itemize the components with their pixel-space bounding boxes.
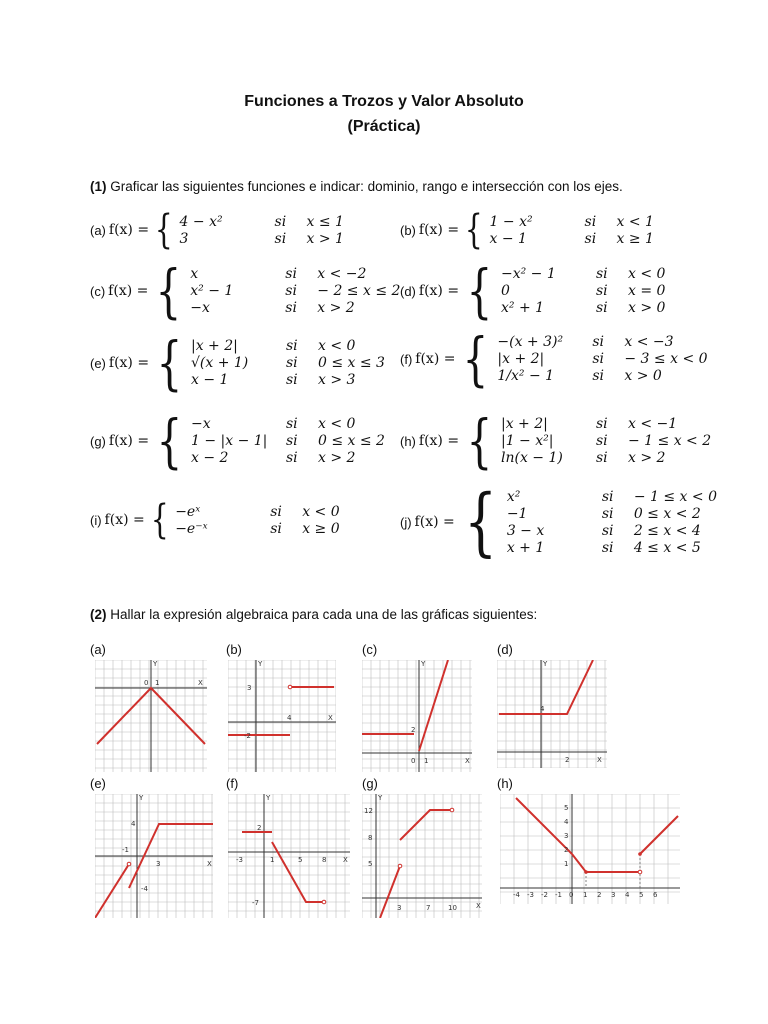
graph-c-label: (c) [362, 642, 378, 657]
problem-a [90, 207, 417, 253]
question-1-text: Graficar las siguientes funciones e indicar: dominio, rango e intersección con los ejes. [110, 179, 623, 194]
case-row [191, 433, 428, 449]
axis-y-label: Y [258, 660, 263, 668]
tick-label: -4 [141, 885, 148, 893]
case-row [191, 372, 428, 388]
problem-b [400, 207, 727, 253]
closed-point [638, 852, 642, 856]
question-1 [90, 179, 623, 194]
cases [490, 214, 727, 247]
graph-h [500, 794, 680, 904]
case-condition: x > 2 [317, 450, 356, 466]
tick-label: 3 [397, 904, 402, 912]
tick-label: 0 [569, 891, 574, 899]
case-expression: −x [190, 300, 210, 316]
cases [501, 266, 738, 316]
case-si: si [274, 213, 287, 230]
function-lhs: f(x) = [418, 283, 460, 299]
function-lhs: f(x) = [108, 355, 150, 371]
axis-x-label: X [207, 860, 212, 868]
question-2-text: Hallar la expresión algebraica para cada una de las gráficas siguientes: [110, 607, 538, 622]
question-2 [90, 607, 537, 622]
brace: { [150, 497, 169, 543]
cases [191, 416, 428, 466]
case-row [190, 283, 427, 299]
problem-label: (i) [90, 512, 102, 528]
curve-c-right [419, 660, 448, 751]
case-row [191, 338, 428, 354]
case-condition: x ≤ 1 [306, 213, 344, 230]
case-si: si [285, 450, 298, 466]
case-row [190, 266, 427, 282]
case-si: si [601, 488, 614, 505]
case-si: si [285, 300, 297, 316]
case-condition: x < −1 [627, 416, 678, 432]
case-condition: 0 ≤ x ≤ 2 [317, 433, 385, 449]
tick-label: -2 [541, 891, 548, 899]
tick-label: -3 [236, 856, 243, 864]
graph-d [497, 660, 607, 768]
case-si: si [595, 433, 608, 449]
tick-label: 3 [247, 684, 252, 692]
tick-label: 12 [364, 807, 373, 815]
case-expression: |x + 2| [500, 416, 548, 432]
tick-label: 3 [611, 891, 616, 899]
graph-f-label: (f) [226, 776, 239, 791]
tick-label: 5 [639, 891, 644, 899]
function-lhs: f(x) = [104, 512, 145, 528]
tick-label: 3 [156, 860, 161, 868]
case-condition: − 2 ≤ x ≤ 2 [317, 283, 401, 299]
axis-y-label: Y [421, 660, 426, 668]
case-row [490, 214, 727, 230]
case-row [501, 300, 738, 316]
tick-label: 5 [368, 860, 373, 868]
axis-y-label: Y [543, 660, 548, 668]
case-si: si [601, 522, 614, 539]
cases [175, 504, 412, 537]
case-condition: x < −2 [317, 266, 367, 282]
problem-d [400, 257, 738, 325]
case-row [191, 450, 428, 466]
tick-label: 8 [322, 856, 327, 864]
case-row [191, 355, 428, 371]
case-row [501, 450, 738, 466]
case-si: si [270, 503, 282, 520]
open-point [398, 864, 402, 868]
case-row [507, 523, 744, 539]
case-row [175, 504, 412, 520]
case-si: si [285, 372, 298, 388]
case-condition: x > 0 [627, 300, 666, 316]
case-si: si [274, 230, 287, 247]
tick-label: -1 [122, 846, 129, 854]
cases [190, 266, 427, 316]
case-row [507, 506, 744, 522]
cases [191, 338, 428, 388]
graph-g-label: (g) [362, 776, 378, 791]
tick-label: 4 [287, 714, 292, 722]
cases [497, 334, 734, 384]
brace: { [155, 257, 182, 325]
case-expression: |x + 2| [497, 351, 545, 367]
brace: { [156, 329, 183, 397]
case-condition: x ≥ 0 [302, 520, 340, 537]
brace: { [463, 479, 497, 565]
case-condition: x < 0 [317, 338, 356, 354]
cases [507, 489, 744, 556]
axis-y-label: Y [266, 794, 271, 802]
axis-x-label: X [328, 714, 333, 722]
graph-a-label: (a) [90, 642, 106, 657]
case-condition: x < −3 [624, 334, 674, 350]
tick-label: -7 [252, 899, 259, 907]
tick-label: 4 [564, 818, 569, 826]
closed-point [584, 870, 588, 874]
case-expression: x² − 1 [190, 283, 234, 299]
open-point [288, 685, 292, 689]
cases [180, 214, 417, 247]
function-lhs: f(x) = [418, 222, 460, 238]
case-condition: x < 1 [616, 213, 654, 230]
function-lhs: f(x) = [418, 433, 460, 449]
tick-label: 3 [564, 832, 569, 840]
case-condition: x < 0 [317, 416, 356, 432]
case-expression: |x + 2| [190, 338, 238, 354]
case-expression: x² [506, 488, 521, 505]
case-row [501, 266, 738, 282]
brace: { [463, 325, 489, 393]
case-condition: x > 2 [317, 300, 355, 316]
axis-x-label: X [198, 679, 203, 687]
problem-label: (h) [400, 433, 416, 449]
cases [501, 416, 738, 466]
case-expression: 1 − x² [489, 213, 533, 230]
case-condition: − 1 ≤ x < 2 [627, 433, 712, 449]
case-si: si [601, 539, 614, 556]
tick-label: 10 [448, 904, 457, 912]
case-condition: x = 0 [627, 283, 666, 299]
problem-f [400, 325, 734, 393]
case-expression: |1 − x²| [500, 433, 554, 449]
case-si: si [285, 416, 298, 432]
case-si: si [285, 355, 298, 371]
case-si: si [285, 283, 297, 299]
curve-h-left [516, 798, 640, 872]
tick-label: 7 [426, 904, 431, 912]
graph-f [228, 794, 350, 918]
case-expression: 1/x² − 1 [497, 368, 555, 384]
case-si: si [592, 351, 605, 367]
case-row [497, 368, 734, 384]
case-condition: x > 0 [624, 368, 662, 384]
case-si: si [595, 283, 608, 299]
axis-y-label: Y [378, 794, 383, 802]
problem-i [90, 497, 412, 543]
case-expression: x² + 1 [500, 300, 545, 316]
question-2-number: (2) [90, 607, 107, 622]
case-expression: 0 [500, 283, 510, 299]
tick-label: 1 [424, 757, 429, 765]
case-row [507, 489, 744, 505]
case-condition: 0 ≤ x ≤ 3 [317, 355, 385, 371]
case-row [490, 231, 727, 247]
open-point [127, 862, 131, 866]
tick-label: 5 [298, 856, 303, 864]
tick-label: 6 [653, 891, 658, 899]
case-expression: x [190, 266, 199, 282]
graph-b-label: (b) [226, 642, 242, 657]
case-condition: x > 1 [306, 230, 344, 247]
case-row [507, 540, 744, 556]
open-point [322, 900, 326, 904]
axis-x-label: X [597, 756, 602, 764]
case-expression: x + 1 [506, 539, 545, 556]
problem-label: (j) [400, 514, 412, 530]
case-si: si [595, 266, 608, 282]
tick-label: 1 [155, 679, 160, 687]
tick-label: 2 [564, 846, 569, 854]
graph-g [362, 794, 482, 918]
page-title: Funciones a Trozos y Valor Absoluto [244, 93, 524, 110]
page-subtitle: (Práctica) [347, 118, 421, 135]
case-expression: −e⁻ˣ [175, 520, 208, 537]
case-expression: 4 − x² [179, 213, 223, 230]
case-si: si [584, 230, 597, 247]
case-row [190, 300, 427, 316]
case-si: si [285, 338, 298, 354]
tick-label: -2 [244, 732, 251, 740]
case-row [497, 351, 734, 367]
tick-label: 2 [597, 891, 602, 899]
case-expression: −eˣ [175, 503, 201, 520]
problem-label: (b) [400, 222, 416, 238]
case-si: si [595, 416, 608, 432]
graph-b [228, 660, 336, 772]
case-si: si [595, 300, 608, 316]
case-row [501, 283, 738, 299]
tick-label: -1 [555, 891, 562, 899]
problem-label: (a) [90, 222, 106, 238]
case-si: si [285, 433, 298, 449]
curve-e-left [95, 864, 129, 918]
axis-y-label: Y [153, 660, 158, 668]
graph-e-label: (e) [90, 776, 106, 791]
case-row [175, 521, 412, 537]
problem-j [400, 479, 744, 565]
axis-x-label: X [476, 902, 481, 910]
tick-label: 4 [540, 705, 545, 713]
problem-label: (f) [400, 351, 413, 367]
case-si: si [592, 334, 605, 350]
tick-label: 2 [565, 756, 570, 764]
axis-y-label: Y [139, 794, 144, 802]
axis-x-label: X [343, 856, 348, 864]
case-condition: x ≥ 1 [616, 230, 654, 247]
case-si: si [285, 266, 297, 282]
graph-h-label: (h) [497, 776, 513, 791]
problem-h [400, 407, 738, 475]
case-row [501, 416, 738, 432]
case-row [180, 214, 417, 230]
open-point [638, 870, 642, 874]
open-point [450, 808, 454, 812]
case-expression: x − 2 [190, 450, 229, 466]
problem-c [90, 257, 427, 325]
problem-e [90, 329, 428, 397]
case-si: si [270, 520, 282, 537]
problem-g [90, 407, 428, 475]
brace: { [154, 207, 173, 253]
case-expression: −1 [506, 505, 528, 522]
case-condition: 4 ≤ x < 5 [633, 539, 701, 556]
problem-label: (e) [90, 355, 106, 371]
function-lhs: f(x) = [415, 351, 456, 367]
tick-label: 0 [411, 757, 416, 765]
case-expression: x − 1 [190, 372, 229, 388]
case-expression: −x² − 1 [500, 266, 556, 282]
case-expression: x − 1 [489, 230, 527, 247]
tick-label: 1 [583, 891, 588, 899]
brace: { [466, 257, 493, 325]
graph-d-label: (d) [497, 642, 513, 657]
graph-c [362, 660, 472, 772]
graph-e [95, 794, 213, 918]
function-lhs: f(x) = [108, 283, 149, 299]
tick-label: 5 [564, 804, 569, 812]
brace: { [156, 407, 183, 475]
case-row [180, 231, 417, 247]
case-condition: 2 ≤ x < 4 [633, 522, 701, 539]
tick-label: 4 [131, 820, 136, 828]
function-lhs: f(x) = [108, 222, 150, 238]
curve-g-right [400, 810, 452, 840]
case-condition: 0 ≤ x < 2 [633, 505, 701, 522]
tick-label: 1 [270, 856, 275, 864]
case-si: si [592, 368, 605, 384]
function-lhs: f(x) = [414, 514, 455, 530]
axis-x-label: X [465, 757, 470, 765]
case-condition: − 1 ≤ x < 0 [633, 488, 717, 505]
problem-label: (c) [90, 283, 106, 299]
tick-label: -4 [513, 891, 520, 899]
tick-label: 8 [368, 834, 373, 842]
tick-label: 4 [625, 891, 630, 899]
tick-label: 1 [564, 860, 569, 868]
case-condition: − 3 ≤ x < 0 [624, 351, 708, 367]
case-si: si [601, 505, 614, 522]
case-si: si [595, 450, 608, 466]
case-si: si [584, 213, 597, 230]
tick-label: -3 [527, 891, 534, 899]
case-row [501, 433, 738, 449]
case-row [497, 334, 734, 350]
tick-label: 0 [144, 679, 149, 687]
question-1-number: (1) [90, 179, 107, 194]
case-expression: ln(x − 1) [500, 450, 563, 466]
brace: { [464, 207, 483, 253]
graph-a [95, 660, 207, 772]
case-expression: −(x + 3)² [497, 334, 564, 350]
case-expression: √(x + 1) [190, 355, 249, 371]
case-expression: 1 − |x − 1| [190, 433, 268, 449]
brace: { [466, 407, 493, 475]
problem-label: (d) [400, 283, 416, 299]
case-row [191, 416, 428, 432]
case-expression: −x [190, 416, 211, 432]
case-expression: 3 − x [506, 522, 545, 539]
tick-label: 2 [257, 824, 262, 832]
case-condition: x < 0 [627, 266, 666, 282]
case-expression: 3 [179, 230, 189, 247]
function-lhs: f(x) = [108, 433, 150, 449]
tick-label: 2 [411, 726, 416, 734]
problem-label: (g) [90, 433, 106, 449]
case-condition: x > 2 [627, 450, 666, 466]
case-condition: x > 3 [317, 372, 356, 388]
case-condition: x < 0 [302, 503, 340, 520]
